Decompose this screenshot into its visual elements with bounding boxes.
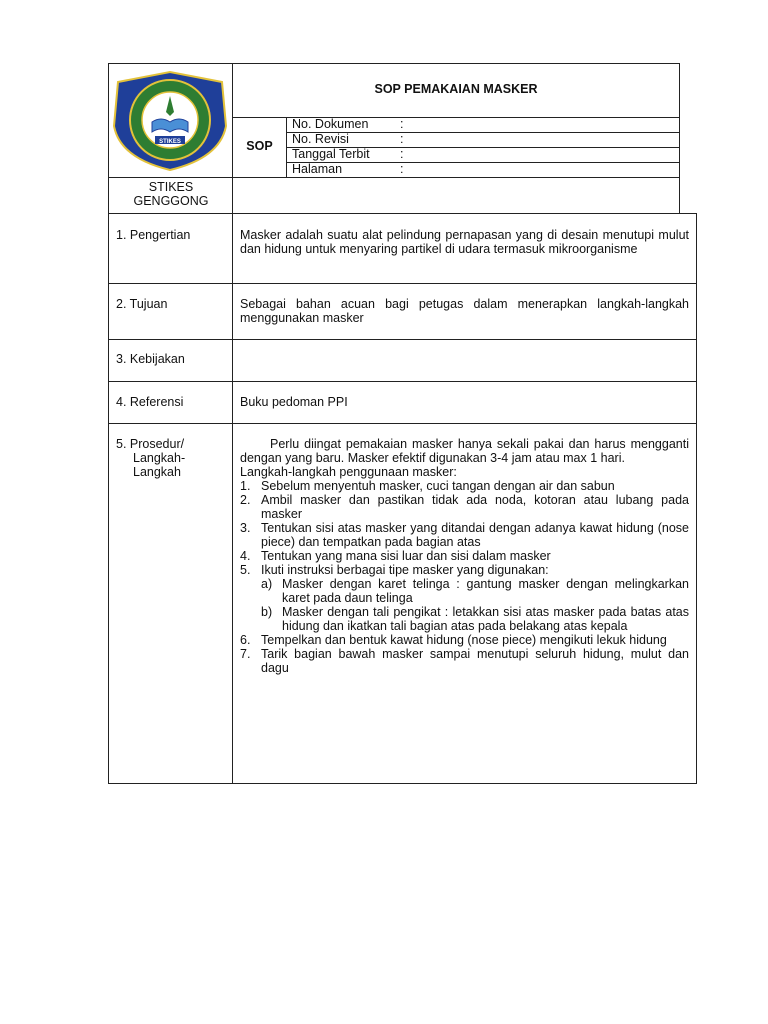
list-item [240,479,689,493]
body-border-bottom [108,783,697,784]
sop-label: SOP [246,139,273,153]
header-border-right [679,63,680,214]
body-row-line-1 [108,283,697,284]
organization-name [109,180,233,208]
header-border-top [108,63,680,64]
meta-key: Halaman [292,162,343,176]
row-label-prosedur-2: Langkah- [133,451,186,465]
step-text: Ambil masker dan pastikan tidak ada noda, kotoran atau lubang pada masker [261,493,689,521]
step-number: 4. [240,549,251,563]
row-label-referensi: 4. Referensi [116,395,184,409]
meta-sep: : [400,147,404,161]
meta-key: No. Dokumen [292,117,369,131]
row-content-tujuan: Sebagai bahan acuan bagi petugas dalam menerapkan langkah-langkah menggunakan masker [240,297,689,325]
meta-row-tanggal [292,147,403,161]
prosedur-steps-title: Langkah-langkah penggunaan masker: [240,465,457,479]
meta-sep: : [400,117,404,131]
list-item [240,633,689,647]
meta-key: Tanggal Terbit [292,147,370,161]
row-label-kebijakan: 3. Kebijakan [116,352,185,366]
list-item [261,577,689,605]
substep-text: Masker dengan tali pengikat : letakkan sisi atas masker pada batas atas hidung dan ikatkan tali bagian atas pada belakang atas kepala [282,605,689,633]
body-border-left [108,213,109,784]
row-label-prosedur [116,437,185,479]
body-row-line-2 [108,339,697,340]
substep-number: b) [261,605,273,619]
row-content-referensi: Buku pedoman PPI [240,395,348,409]
meta-key: No. Revisi [292,132,349,146]
header-meta-bottom [232,177,680,178]
step-text: Tarik bagian bawah masker sampai menutupi seluruh hidung, mulut dan dagu [261,647,689,675]
list-item [240,563,689,633]
step-text: Tempelkan dan bentuk kawat hidung (nose piece) mengikuti lekuk hidung [261,633,667,647]
step-number: 3. [240,521,251,535]
list-item [261,605,689,633]
list-item [240,521,689,549]
list-item [240,493,689,521]
step-number: 1. [240,479,251,493]
step-text: Tentukan sisi atas masker yang ditandai dengan adanya kawat hidung (nose piece) dan tempatkan pada bagian atas [261,521,689,549]
meta-sep: : [400,132,404,146]
step-number: 2. [240,493,251,507]
step-text: Sebelum menyentuh masker, cuci tangan dengan air dan sabun [261,479,615,493]
substep-text: Masker dengan karet telinga : gantung masker dengan melingkarkan karet pada daun telinga [282,577,689,605]
row-label-pengertian: 1. Pengertian [116,228,191,242]
body-border-top [108,213,696,214]
body-col-divider [232,213,233,784]
body-row-line-4 [108,423,697,424]
logo-text-mid: STIKES [159,139,181,145]
document-title: SOP PEMAKAIAN MASKER [374,82,538,96]
row-label-prosedur-1: 5. Prosedur/ [116,437,185,451]
header-logo-divider [108,177,233,178]
row-content-pengertian: Masker adalah suatu alat pelindung pernapasan yang di desain menutupi mulut dan hidung untuk menyaring partikel di udara termasuk mikroorganisme [240,228,689,256]
meta-sep: : [400,162,404,176]
body-border-right [696,213,697,784]
meta-row-dokumen [292,117,403,131]
meta-row-halaman [292,162,403,176]
org-line-2: GENGGONG [133,194,209,208]
org-line-1: STIKES [148,180,194,194]
institution-logo-icon [110,66,230,174]
body-row-line-3 [108,381,697,382]
list-item [240,647,689,675]
row-label-prosedur-3: Langkah [133,465,181,479]
list-item [240,549,689,563]
step-number: 7. [240,647,251,661]
meta-row-revisi [292,132,403,146]
prosedur-steps-list [240,479,689,675]
step-text: Ikuti instruksi berbagai tipe masker yang digunakan: [261,563,549,577]
substep-number: a) [261,577,273,591]
row-content-prosedur [240,437,689,675]
prosedur-substeps-list [261,577,689,633]
step-number: 5. [240,563,251,577]
step-number: 6. [240,633,251,647]
row-label-tujuan: 2. Tujuan [116,297,168,311]
prosedur-intro: Perlu diingat pemakaian masker hanya sekali pakai dan harus mengganti dengan yang baru. Masker efektif digunakan 3-4 jam atau max 1 hari. [240,437,689,465]
step-text: Tentukan yang mana sisi luar dan sisi dalam masker [261,549,551,563]
